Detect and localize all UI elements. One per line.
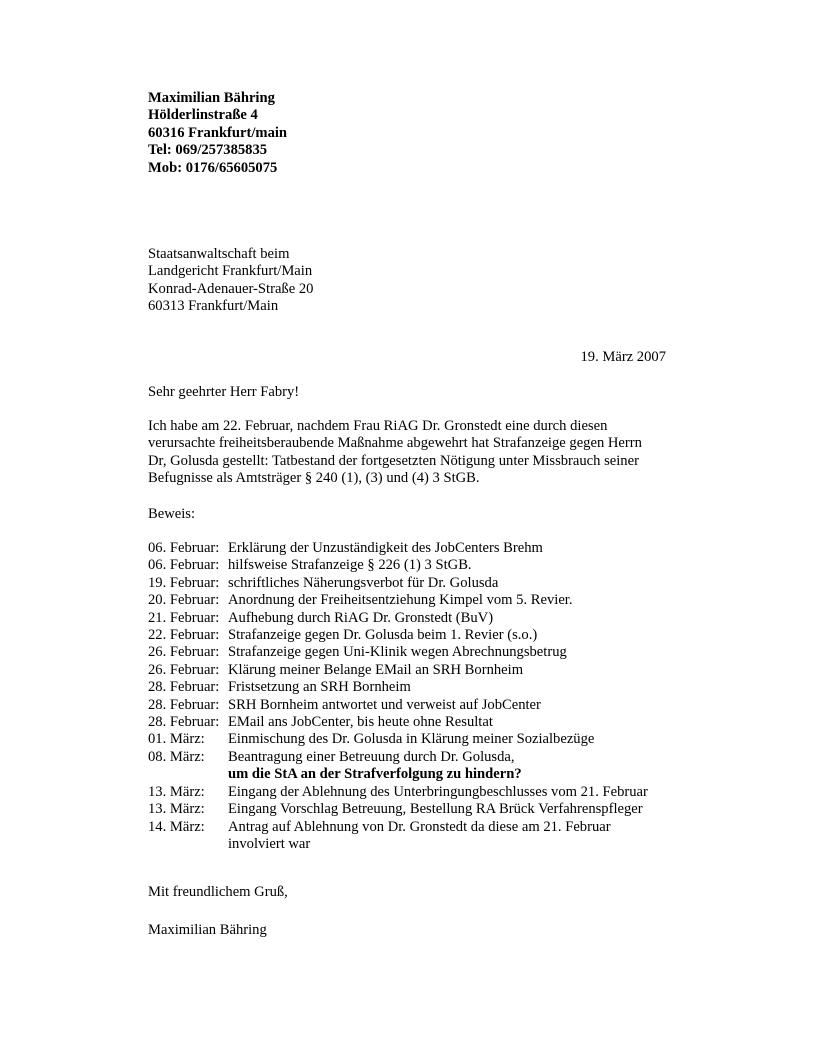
sender-address — [148, 90, 287, 177]
chronology-entry — [148, 714, 648, 731]
sender-street: Hölderlinstraße 4 — [148, 107, 258, 124]
entry-date: 06. Februar: — [148, 557, 220, 574]
entry-text-emphasis: um die StA an der Strafverfolgung zu hindern? — [228, 766, 522, 783]
evidence-label: Beweis: — [148, 506, 196, 522]
entry-date: 21. Februar: — [148, 609, 220, 626]
chronology-entry — [148, 662, 648, 679]
entry-date: 19. Februar: — [148, 574, 220, 591]
chronology-entry-continued — [148, 766, 648, 783]
entry-text: SRH Bornheim antwortet und verweist auf JobCenter — [228, 696, 541, 713]
body-line: Ich habe am 22. Februar, nachdem Frau RiAG Dr. Gronstedt eine durch diesen — [148, 418, 608, 434]
chronology-entry — [148, 784, 648, 801]
letter-date: 19. März 2007 — [580, 349, 666, 365]
chronology-entry — [148, 592, 648, 609]
body-line: Dr, Golusda gestellt: Tatbestand der fortgesetzten Nötigung unter Missbrauch seiner — [148, 452, 639, 469]
entry-text: involviert war — [228, 835, 311, 852]
entry-date: 22. Februar: — [148, 627, 220, 644]
entry-date: 01. März: — [148, 731, 205, 748]
sender-mob: Mob: 0176/65605075 — [148, 159, 278, 176]
chronology-entry — [148, 627, 648, 644]
entry-text: Klärung meiner Belange EMail an SRH Bornheim — [228, 661, 524, 678]
sender-name: Maximilian Bähring — [148, 90, 275, 106]
entry-date — [148, 836, 228, 853]
entry-text: Aufhebung durch RiAG Dr. Gronstedt (BuV) — [228, 609, 494, 626]
entry-date: 26. Februar: — [148, 644, 220, 661]
signature: Maximilian Bähring — [148, 922, 267, 938]
body-line: verursachte freiheitsberaubende Maßnahme abgewehrt hat Strafanzeige gegen Herrn — [148, 435, 642, 452]
chronology-list — [148, 540, 648, 853]
chronology-entry — [148, 819, 648, 836]
entry-date: 08. März: — [148, 748, 205, 765]
entry-date: 28. Februar: — [148, 696, 220, 713]
chronology-entry — [148, 575, 648, 592]
entry-date: 28. Februar: — [148, 679, 220, 696]
chronology-entry — [148, 540, 648, 557]
entry-text: Eingang Vorschlag Betreuung, Bestellung RA Brück Verfahrenspfleger — [228, 801, 643, 818]
entry-text: Strafanzeige gegen Uni-Klinik wegen Abrechnungsbetrug — [228, 644, 567, 661]
entry-text: Anordnung der Freiheitsentziehung Kimpel vom 5. Revier. — [228, 592, 573, 609]
entry-date: 06. Februar: — [148, 540, 220, 556]
entry-text: schriftliches Näherungsverbot für Dr. Golusda — [228, 574, 499, 591]
entry-text: Eingang der Ablehnung des Unterbringungbeschlusses vom 21. Februar — [228, 783, 648, 800]
chronology-entry — [148, 749, 648, 766]
recipient-line: Landgericht Frankfurt/Main — [148, 263, 313, 280]
entry-text: Antrag auf Ablehnung von Dr. Gronstedt da diese am 21. Februar — [228, 818, 611, 835]
sender-tel: Tel: 069/257385835 — [148, 142, 268, 159]
entry-date: 13. März: — [148, 783, 205, 800]
entry-text: Erklärung der Unzuständigkeit des JobCenters Brehm — [228, 540, 543, 556]
entry-text: hilfsweise Strafanzeige § 226 (1) 3 StGB. — [228, 557, 472, 574]
entry-text: Fristsetzung an SRH Bornheim — [228, 679, 411, 696]
chronology-entry-continued — [148, 836, 648, 853]
salutation: Sehr geehrter Herr Fabry! — [148, 384, 300, 400]
chronology-entry — [148, 801, 648, 818]
entry-date — [148, 766, 228, 783]
body-line: Befugnisse als Amtsträger § 240 (1), (3) und (4) 3 StGB. — [148, 470, 480, 487]
chronology-entry — [148, 679, 648, 696]
recipient-address — [148, 246, 313, 316]
chronology-entry — [148, 644, 648, 661]
entry-date: 20. Februar: — [148, 592, 220, 609]
entry-text: Strafanzeige gegen Dr. Golusda beim 1. Revier (s.o.) — [228, 627, 538, 644]
body-paragraph — [148, 418, 642, 488]
entry-date: 14. März: — [148, 818, 205, 835]
chronology-entry — [148, 697, 648, 714]
sender-city: 60316 Frankfurt/main — [148, 124, 288, 141]
chronology-entry — [148, 610, 648, 627]
recipient-line: 60313 Frankfurt/Main — [148, 298, 279, 315]
chronology-entry — [148, 557, 648, 574]
recipient-line: Staatsanwaltschaft beim — [148, 246, 290, 262]
entry-text: Beantragung einer Betreuung durch Dr. Golusda, — [228, 748, 515, 765]
entry-date: 28. Februar: — [148, 714, 220, 731]
chronology-entry — [148, 731, 648, 748]
recipient-line: Konrad-Adenauer-Straße 20 — [148, 280, 314, 297]
entry-text: Einmischung des Dr. Golusda in Klärung meiner Sozialbezüge — [228, 731, 595, 748]
entry-date: 26. Februar: — [148, 661, 220, 678]
entry-text: EMail ans JobCenter, bis heute ohne Resultat — [228, 714, 493, 731]
entry-date: 13. März: — [148, 801, 205, 818]
closing: Mit freundlichem Gruß, — [148, 884, 288, 900]
